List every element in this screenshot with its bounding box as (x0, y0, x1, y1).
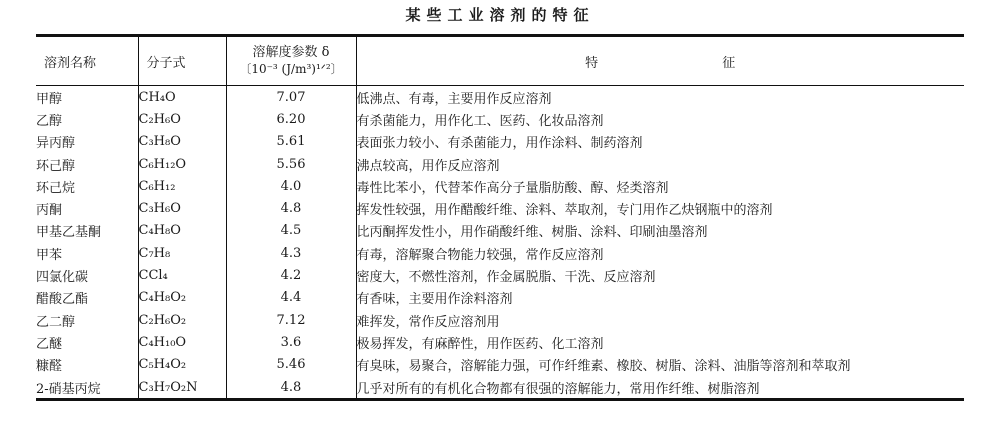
header-formula: 分子式 (138, 36, 226, 86)
delta-cell: 5.56 (226, 153, 356, 175)
table-title: 某些工业溶剂的特征 (405, 6, 595, 24)
formula-cell: C₃H₈O (138, 131, 226, 153)
delta-cell: 3.6 (226, 331, 356, 353)
solvent-name-cell: 丙酮 (36, 203, 63, 219)
features-cell: 有杀菌能力，用作化工、医药、化妆品溶剂 (356, 108, 964, 130)
features-cell: 挥发性较强，用作醋酸纤维、涂料、萃取剂，专门用作乙炔钢瓶中的溶剂 (356, 197, 964, 219)
header-features (356, 36, 964, 86)
formula-cell: C₂H₆O₂ (138, 309, 226, 331)
delta-cell: 7.12 (226, 309, 356, 331)
features-cell: 有毒，溶解聚合物能力较强，常作反应溶剂 (356, 242, 964, 264)
features-cell: 比丙酮挥发性小，用作硝酸纤维、树脂、涂料、印刷油墨溶剂 (356, 220, 964, 242)
features-cell: 难挥发，常作反应溶剂用 (356, 309, 964, 331)
solvent-table (36, 34, 964, 401)
delta-cell: 4.2 (226, 264, 356, 286)
table-row (36, 220, 964, 242)
delta-cell: 4.8 (226, 376, 356, 400)
header-delta-unit: 〔10⁻³ (J/m³)¹ᐟ²〕 (239, 62, 343, 76)
table-row (36, 131, 964, 153)
features-cell: 有香味，主要用作涂料溶剂 (356, 287, 964, 309)
table-row (36, 86, 964, 109)
delta-cell: 4.3 (226, 242, 356, 264)
header-delta-label: 溶解度参数 δ (252, 45, 330, 60)
delta-cell: 7.07 (226, 86, 356, 109)
solvent-name-cell: 糠醛 (36, 359, 63, 375)
solvent-name-cell: 2-硝基丙烷 (36, 381, 101, 397)
formula-cell: C₆H₁₂ (138, 175, 226, 197)
formula-cell: C₄H₈O (138, 220, 226, 242)
solvent-name-cell: 甲基乙基酮 (36, 225, 102, 241)
formula-cell: C₄H₁₀O (138, 331, 226, 353)
formula-cell: CH₄O (138, 86, 226, 109)
formula-cell: C₅H₄O₂ (138, 354, 226, 376)
delta-cell: 4.4 (226, 287, 356, 309)
table-row (36, 108, 964, 130)
delta-cell: 6.20 (226, 108, 356, 130)
delta-cell: 4.8 (226, 197, 356, 219)
solvent-name-cell: 异丙醇 (36, 136, 76, 152)
features-cell: 极易挥发，有麻醉性，用作医药、化工溶剂 (356, 331, 964, 353)
formula-cell: CCl₄ (138, 264, 226, 286)
header-solvent-name: 溶剂名称 (44, 55, 97, 71)
table-row (36, 309, 964, 331)
features-cell: 密度大，不燃性溶剂，作金属脱脂、干洗、反应溶剂 (356, 264, 964, 286)
solvent-name-cell: 四氯化碳 (36, 270, 89, 286)
features-cell: 表面张力较小、有杀菌能力，用作涂料、制药溶剂 (356, 131, 964, 153)
header-features-label: 特 征 (585, 55, 796, 71)
table-row (36, 331, 964, 353)
header-row (36, 36, 964, 86)
solvent-name-cell: 醋酸乙酯 (36, 292, 89, 308)
header-solubility-parameter (226, 36, 356, 86)
formula-cell: C₆H₁₂O (138, 153, 226, 175)
solvent-name-cell: 甲苯 (36, 247, 63, 263)
features-cell: 低沸点、有毒，主要用作反应溶剂 (356, 86, 964, 109)
delta-cell: 4.0 (226, 175, 356, 197)
solvent-name-cell: 乙二醇 (36, 314, 76, 330)
formula-cell: C₃H₆O (138, 197, 226, 219)
table-row (36, 264, 964, 286)
features-cell: 沸点较高，用作反应溶剂 (356, 153, 964, 175)
delta-cell: 5.61 (226, 131, 356, 153)
formula-cell: C₃H₇O₂N (138, 376, 226, 400)
solvent-name-cell: 环己烷 (36, 180, 76, 196)
formula-cell: C₄H₈O₂ (138, 287, 226, 309)
features-cell: 几乎对所有的有机化合物都有很强的溶解能力，常用作纤维、树脂溶剂 (356, 376, 964, 400)
table-row (36, 197, 964, 219)
delta-cell: 4.5 (226, 220, 356, 242)
solvent-name-cell: 乙醇 (36, 113, 63, 129)
formula-cell: C₂H₆O (138, 108, 226, 130)
table-row (36, 354, 964, 376)
solvent-name-cell: 乙醚 (36, 336, 63, 352)
solvent-name-cell: 环己醇 (36, 158, 76, 174)
table-row (36, 242, 964, 264)
table-row (36, 287, 964, 309)
formula-cell: C₇H₈ (138, 242, 226, 264)
solvent-name-cell: 甲醇 (36, 91, 63, 107)
features-cell: 有臭味，易聚合，溶解能力强，可作纤维素、橡胶、树脂、涂料、油脂等溶剂和萃取剂 (356, 354, 964, 376)
delta-cell: 5.46 (226, 354, 356, 376)
table-row (36, 153, 964, 175)
table-row (36, 376, 964, 400)
table-row (36, 175, 964, 197)
features-cell: 毒性比苯小，代替苯作高分子量脂肪酸、醇、烃类溶剂 (356, 175, 964, 197)
